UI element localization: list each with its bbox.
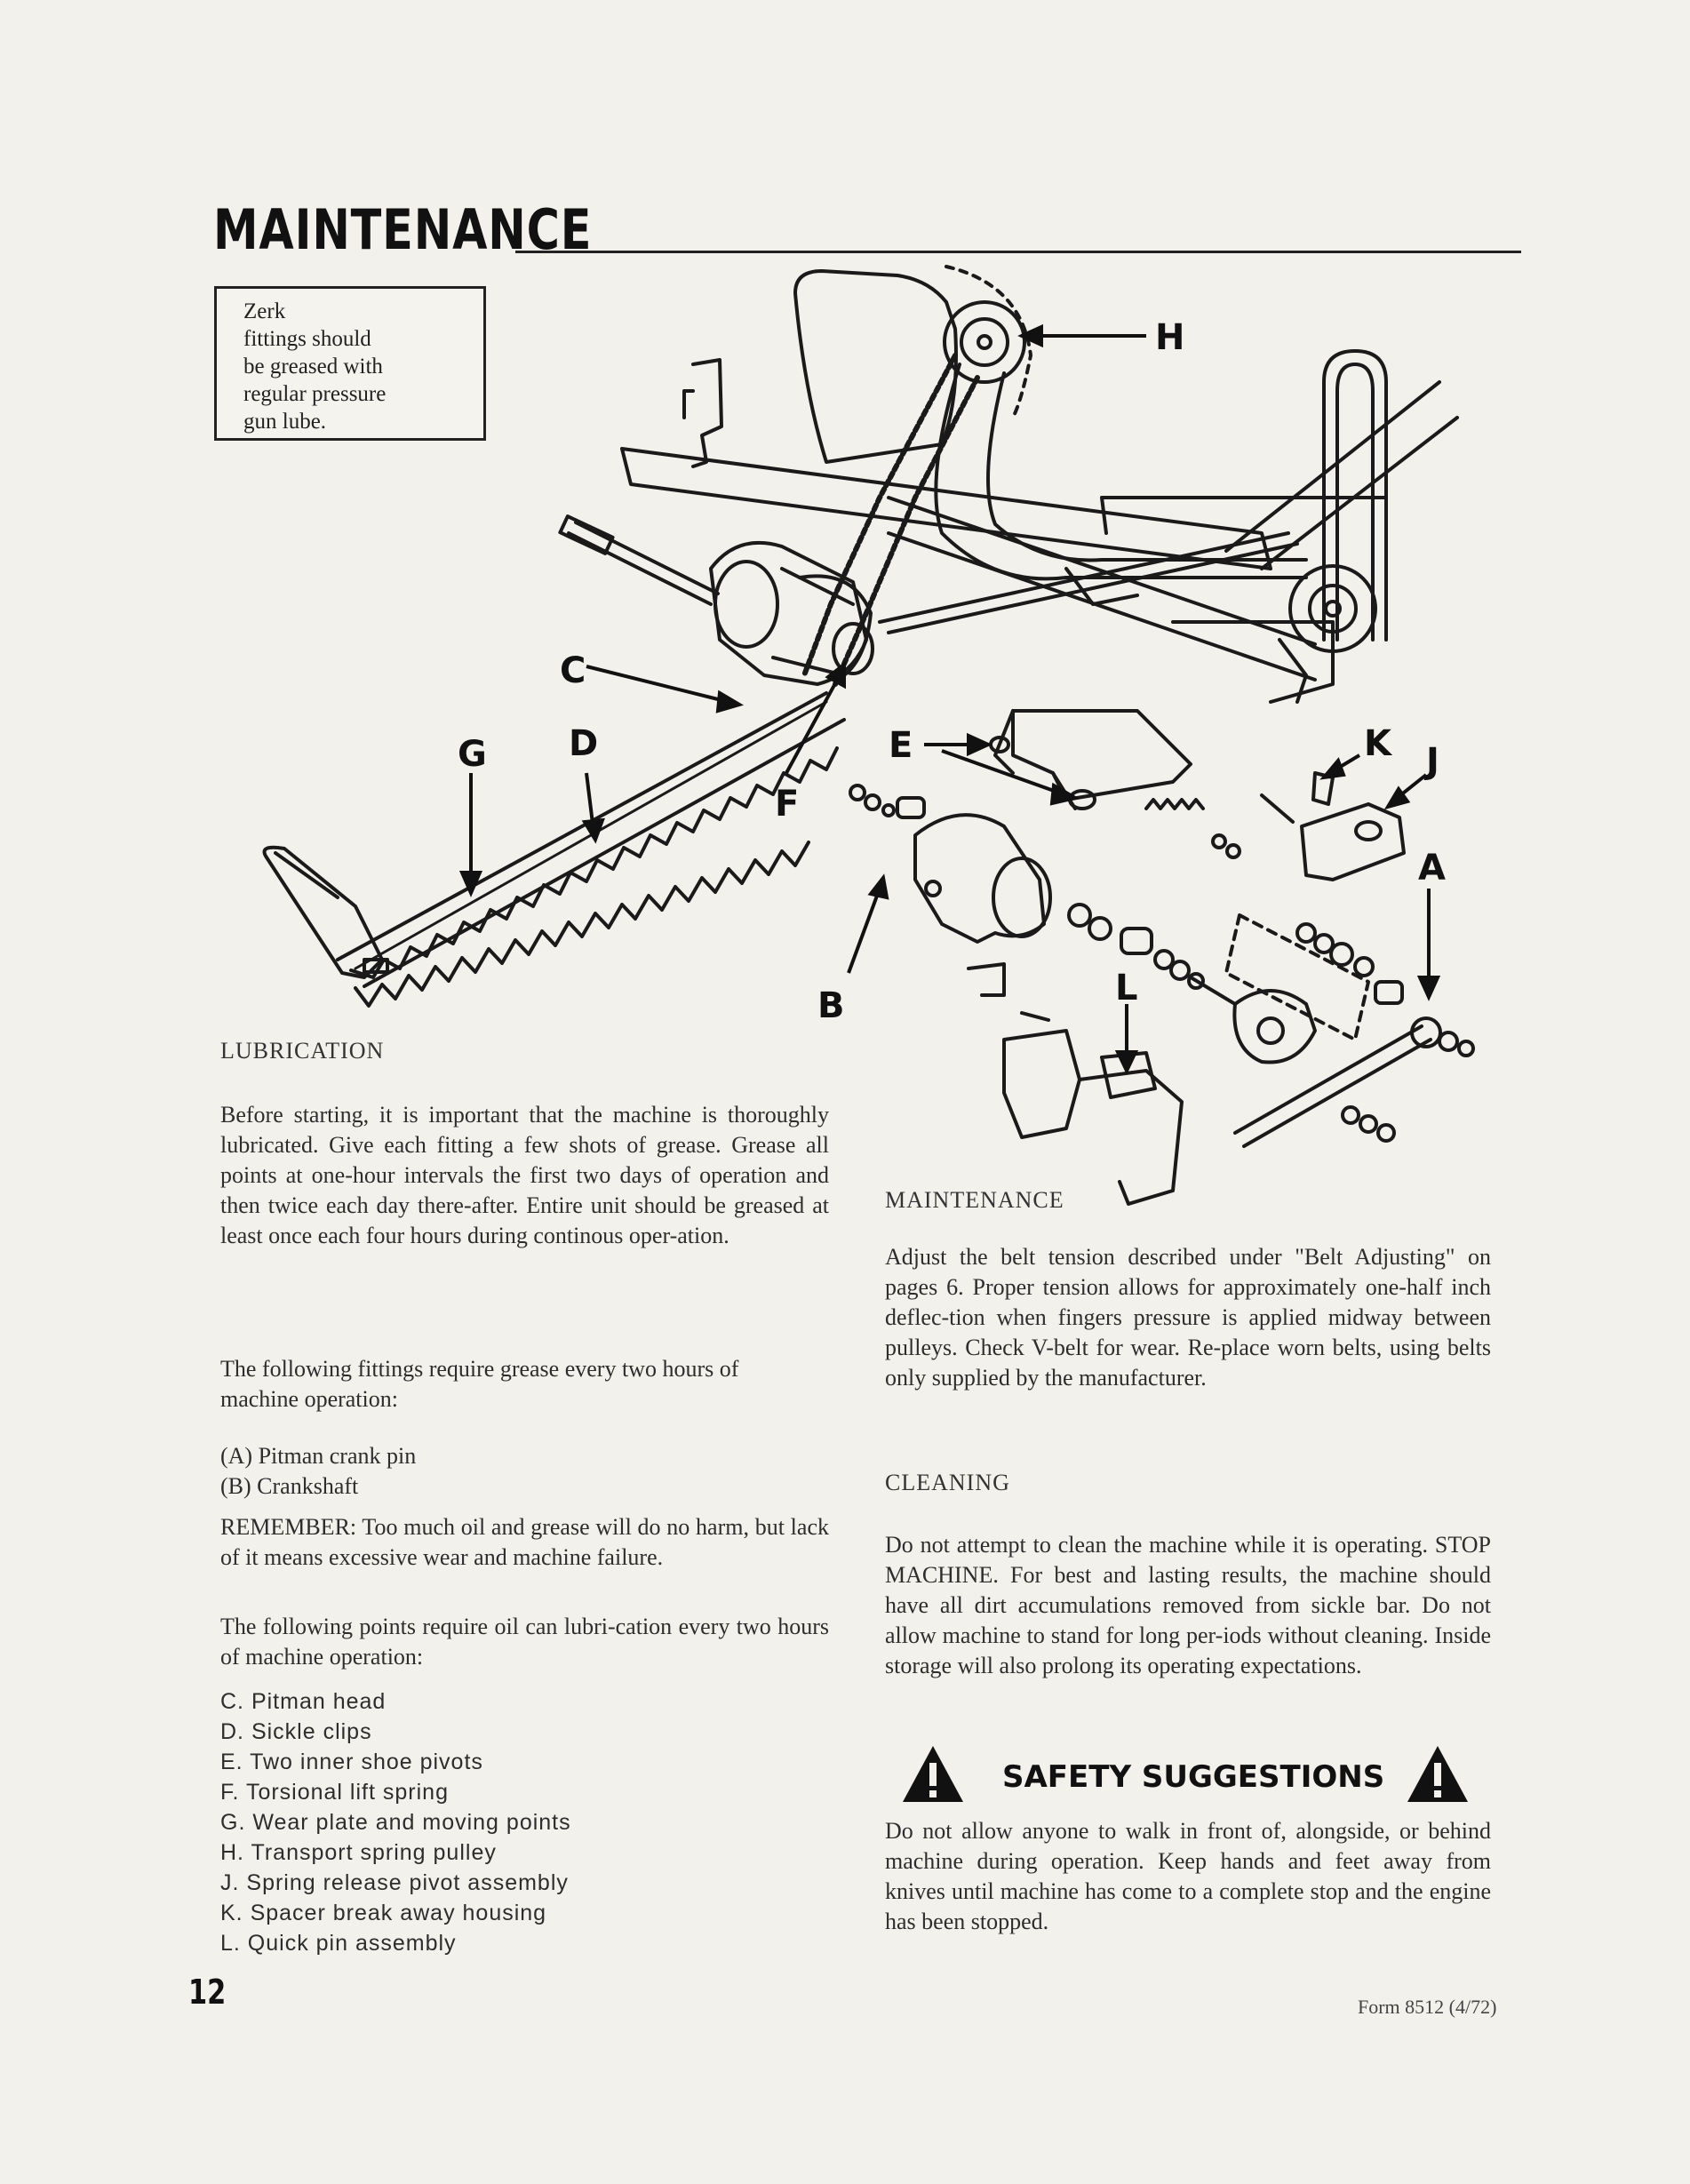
callout-j: J — [1426, 741, 1439, 782]
lubrication-heading: LUBRICATION — [220, 1038, 385, 1064]
warning-icon — [901, 1743, 965, 1805]
cleaning-text: Do not attempt to clean the machine while it is operating. STOP MACHINE. For best and lasting results, the machine should have all dirt accumulations removed from sickle bar. Do not allow machine to stand for long per-iods without cleaning. Inside storage will also prolong its operating expectations. — [885, 1532, 1491, 1678]
list-item: K. Spacer break away housing — [220, 1901, 547, 1925]
lift-lever — [569, 522, 718, 604]
list-item: G. Wear plate and moving points — [220, 1810, 571, 1835]
list-item: E. Two inner shoe pivots — [220, 1750, 483, 1774]
page-number: 12 — [188, 1973, 227, 2012]
maintenance-text: Adjust the belt tension described under "Belt Adjusting" on pages 6. Proper tension allows for approximately one-half inch deflec-tion when fingers pressure is applied midway between pulleys. Check V-belt for wear. Re-place worn belts, using belts only supplied by the manufacturer. — [885, 1244, 1491, 1391]
list-item: D. Sickle clips — [220, 1719, 372, 1744]
safety-text: Do not allow anyone to walk in front of, alongside, or behind machine during operation. Keep hands and feet away from knives until machine has come to a complete stop and the engine has been stopped. — [885, 1818, 1491, 1934]
release-housing — [1302, 804, 1404, 880]
oil-intro: The following points require oil can lubri-cation every two hours of machine operation: — [220, 1614, 829, 1670]
pitman-housing — [915, 815, 1044, 942]
zerk-note-text: Zerk fittings should be greased with regular pressure gun lube. — [243, 299, 387, 434]
list-item: F. Torsional lift spring — [220, 1780, 449, 1805]
v-belt — [936, 364, 1306, 578]
crank-disc — [1234, 991, 1315, 1063]
callout-g: G — [458, 734, 487, 775]
grease-intro: The following fittings require grease every two hours of machine operation: — [220, 1356, 739, 1412]
callout-b: B — [817, 985, 845, 1026]
seat-shield — [795, 271, 956, 462]
page-title: MAINTENANCE — [213, 197, 593, 262]
list-item: C. Pitman head — [220, 1689, 387, 1714]
maintenance-heading: MAINTENANCE — [885, 1187, 1064, 1213]
callout-c: C — [560, 650, 586, 691]
list-item: J. Spring release pivot assembly — [220, 1870, 569, 1895]
callout-l: L — [1115, 968, 1138, 1008]
callout-f: F — [775, 784, 800, 825]
form-number: Form 8512 (4/72) — [1358, 1996, 1497, 2018]
list-item: (B) Crankshaft — [220, 1473, 359, 1499]
oil-list — [220, 1686, 571, 1958]
frame-beams — [622, 382, 1457, 702]
callout-e: E — [889, 725, 913, 766]
quick-pin-bracket — [1004, 1031, 1080, 1137]
callout-k: K — [1364, 723, 1391, 764]
list-item: H. Transport spring pulley — [220, 1840, 497, 1865]
lubrication-intro: Before starting, it is important that the machine is thoroughly lubricated. Give each fitting a few shots of grease. Grease all points at one-hour intervals the first two days of operation and then twice each day there-after. Entire unit should be greased at least once each four hours during continous oper-ation. — [220, 1102, 829, 1248]
pitman-arm — [1235, 1026, 1431, 1146]
cleaning-heading: CLEANING — [885, 1470, 1010, 1495]
callout-d: D — [569, 723, 599, 764]
warning-icon — [1406, 1743, 1470, 1805]
safety-heading: SAFETY SUGGESTIONS — [1002, 1759, 1385, 1795]
callout-a: A — [1418, 848, 1446, 889]
remember-note: REMEMBER: Too much oil and grease will do no harm, but lack of it means excessive wear and machine failure. — [220, 1514, 829, 1570]
list-item: (A) Pitman crank pin — [220, 1443, 417, 1469]
list-item: L. Quick pin assembly — [220, 1931, 457, 1956]
callout-h: H — [1155, 317, 1185, 358]
grease-list — [220, 1441, 416, 1502]
safety-heading-row — [889, 1743, 1484, 1814]
